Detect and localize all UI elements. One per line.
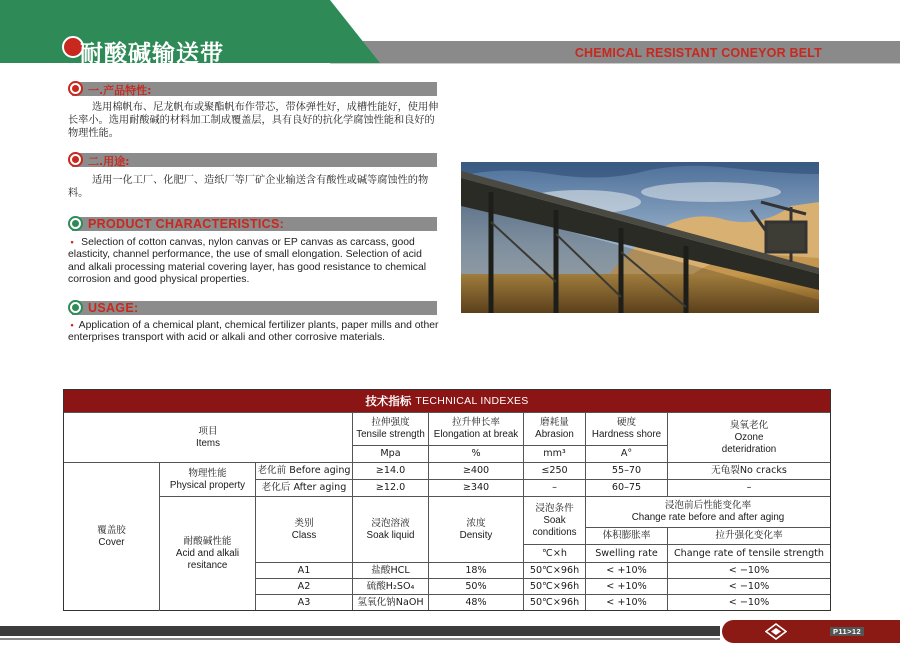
table-cell: A3	[255, 594, 352, 610]
header-density-zh: 浓度	[466, 517, 486, 529]
table-title-zh: 技术指标	[365, 394, 412, 408]
table-cell: < −10%	[667, 594, 830, 610]
table-cell: –	[523, 479, 585, 496]
col-abrasion-zh: 磨耗量	[540, 417, 569, 428]
table-cell: < −10%	[667, 578, 830, 594]
header-swelling-en: Swelling rate	[585, 544, 667, 562]
table-cell: < +10%	[585, 578, 667, 594]
table-title-bar	[64, 390, 830, 412]
col-ozone-en-1: Ozone	[734, 431, 764, 443]
unit-tensile: Mpa	[352, 445, 428, 462]
header-items	[64, 412, 352, 462]
table-cell: ≥400	[428, 462, 523, 479]
header-change-rate-en: Change rate before and after aging	[631, 512, 785, 523]
header-items-zh: 项目	[198, 425, 218, 437]
section-label-usage-zh: 二.用途:	[88, 155, 130, 168]
company-logo-icon	[765, 623, 787, 640]
col-ozone-zh: 臭氧老化	[729, 419, 769, 431]
conveyor-belt-photo	[461, 162, 819, 313]
table-cell: ≥14.0	[352, 462, 428, 479]
col-ozone-en-2: deteridration	[721, 443, 777, 455]
col-tensile-zh: 拉伸强度	[371, 417, 410, 428]
acid-alkali-cell	[159, 496, 255, 611]
col-elongation	[428, 412, 523, 445]
paragraph-features-zh: 选用棉帆布、尼龙帆布或聚酯帆布作带芯，带体弹性好，成槽性能好，使用伸长率小。选用耐酸碱的材料加工制成覆盖层，具有良好的抗化学腐蚀性能和良好的物理性能。	[68, 102, 439, 139]
header-soak-liquid	[352, 496, 428, 562]
header-class-zh: 类别	[294, 517, 314, 529]
bullet-icon: •	[68, 320, 79, 330]
page-title-english: CHEMICAL RESISTANT CONEYOR BELT	[574, 46, 822, 60]
table-cell: < −10%	[667, 562, 830, 578]
table-cell: ≤250	[523, 462, 585, 479]
paragraph-features-en	[68, 236, 440, 287]
cover-cell	[64, 462, 159, 611]
bullet-icon: •	[68, 237, 82, 247]
section-bullet-icon	[68, 81, 83, 96]
acid-alkali-en-2: resitance	[187, 560, 228, 571]
table-cell: 55–70	[585, 462, 667, 479]
table-cell: < +10%	[585, 594, 667, 610]
col-hardness-zh: 硬度	[616, 417, 637, 428]
physical-property-cell	[159, 462, 255, 496]
header-tensile-change-en: Change rate of tensile strength	[667, 544, 830, 562]
conveyor-photo-illustration	[461, 162, 819, 313]
technical-indexes-table	[63, 389, 831, 611]
page-title: 耐酸碱输送带	[80, 41, 224, 67]
unit-elongation: %	[428, 445, 523, 462]
acid-alkali-zh: 耐酸碱性能	[183, 536, 232, 547]
header-swelling-zh: 体积膨胀率	[585, 527, 667, 544]
section-bullet-icon	[68, 216, 83, 231]
acid-alkali-en-1: Acid and alkali	[175, 548, 240, 559]
table-cell: 硫酸H₂SO₄	[352, 578, 428, 594]
footer-red-tab	[722, 620, 900, 643]
header-soak-conditions-en-1: Soak	[543, 514, 566, 526]
table-title-en: TECHNICAL INDEXES	[415, 395, 529, 407]
physical-property-en: Physical property	[169, 479, 246, 491]
col-elongation-en: Elongation at break	[433, 429, 519, 440]
row-label-after-aging: 老化后 After aging	[255, 479, 352, 496]
unit-abrasion: mm³	[523, 445, 585, 462]
header-density-en: Density	[459, 529, 493, 541]
table-cell: A1	[255, 562, 352, 578]
table-cell: 盐酸HCL	[352, 562, 428, 578]
paragraph-usage-en-text: Application of a chemical plant, chemical fertilizer plants, paper mills and other enterprises transport with acid or alkali and other corrosive materials.	[68, 320, 439, 344]
header-change-rate-zh: 浸泡前后性能变化率	[664, 500, 752, 511]
header-soak-conditions	[523, 496, 585, 544]
table-cell: 60–75	[585, 479, 667, 496]
table-cell: A2	[255, 578, 352, 594]
col-abrasion	[523, 412, 585, 445]
header-tensile-change-zh: 拉升强化变化率	[667, 527, 830, 544]
table-cell: 50℃×96h	[523, 578, 585, 594]
page-number: P11>12	[830, 627, 864, 636]
col-tensile	[352, 412, 428, 445]
table-cell: ≥12.0	[352, 479, 428, 496]
header-class	[255, 496, 352, 562]
table-cell: 48%	[428, 594, 523, 610]
section-bullet-icon	[68, 300, 83, 315]
table-cell: < +10%	[585, 562, 667, 578]
header-density	[428, 496, 523, 562]
col-tensile-en: Tensile strength	[356, 429, 425, 440]
header-change-rate	[585, 496, 830, 527]
paragraph-usage-zh: 适用一化工厂、化肥厂、造纸厂等厂矿企业输送含有酸性或碱等腐蚀性的物料。	[68, 175, 429, 199]
table-cell: –	[667, 479, 830, 496]
table-cell: 无龟裂No cracks	[667, 462, 830, 479]
col-hardness-en: Hardness shore	[591, 429, 662, 440]
physical-property-zh: 物理性能	[188, 467, 227, 479]
paragraph-usage-en	[68, 319, 440, 345]
header-soak-liquid-zh: 浸泡溶液	[371, 517, 410, 529]
col-hardness	[585, 412, 667, 445]
section-label-usage-en: USAGE:	[88, 301, 139, 315]
table-cell: 18%	[428, 562, 523, 578]
footer-line	[0, 638, 720, 640]
table-cell: 50%	[428, 578, 523, 594]
table-cell: 氢氧化钠NaOH	[352, 594, 428, 610]
col-elongation-zh: 拉升伸长率	[452, 417, 500, 428]
section-label-features-en: PRODUCT CHARACTERISTICS:	[88, 217, 285, 231]
cover-en: Cover	[98, 537, 125, 548]
table-cell: ≥340	[428, 479, 523, 496]
header-soak-conditions-en-2: conditions	[532, 526, 577, 538]
header-soak-conditions-unit: ℃×h	[523, 544, 585, 562]
section-bullet-icon	[68, 152, 83, 167]
table-cell: 50℃×96h	[523, 594, 585, 610]
col-abrasion-en: Abrasion	[535, 429, 574, 440]
paragraph-features-en-text: Selection of cotton canvas, nylon canvas or EP canvas as carcass, good elasticity, channel performance, the use of small elongation. Selection of acid and alkali processing material covering layer, has good resistance to chemical corrosion and good physical properties.	[68, 237, 427, 286]
row-label-before-aging: 老化前 Before aging	[255, 462, 352, 479]
cover-zh: 覆盖胶	[97, 525, 126, 536]
footer-dark-band	[0, 626, 720, 636]
header-soak-liquid-en: Soak liquid	[366, 529, 415, 541]
header-divider	[330, 63, 900, 64]
table-cell: 50℃×96h	[523, 562, 585, 578]
unit-hardness: A°	[585, 445, 667, 462]
header-items-en: Items	[196, 437, 220, 449]
header-soak-conditions-zh: 浸泡条件	[535, 502, 574, 514]
col-ozone	[667, 412, 830, 462]
section-label-features-zh: 一.产品特性:	[88, 84, 152, 97]
header-class-en: Class	[291, 529, 317, 541]
